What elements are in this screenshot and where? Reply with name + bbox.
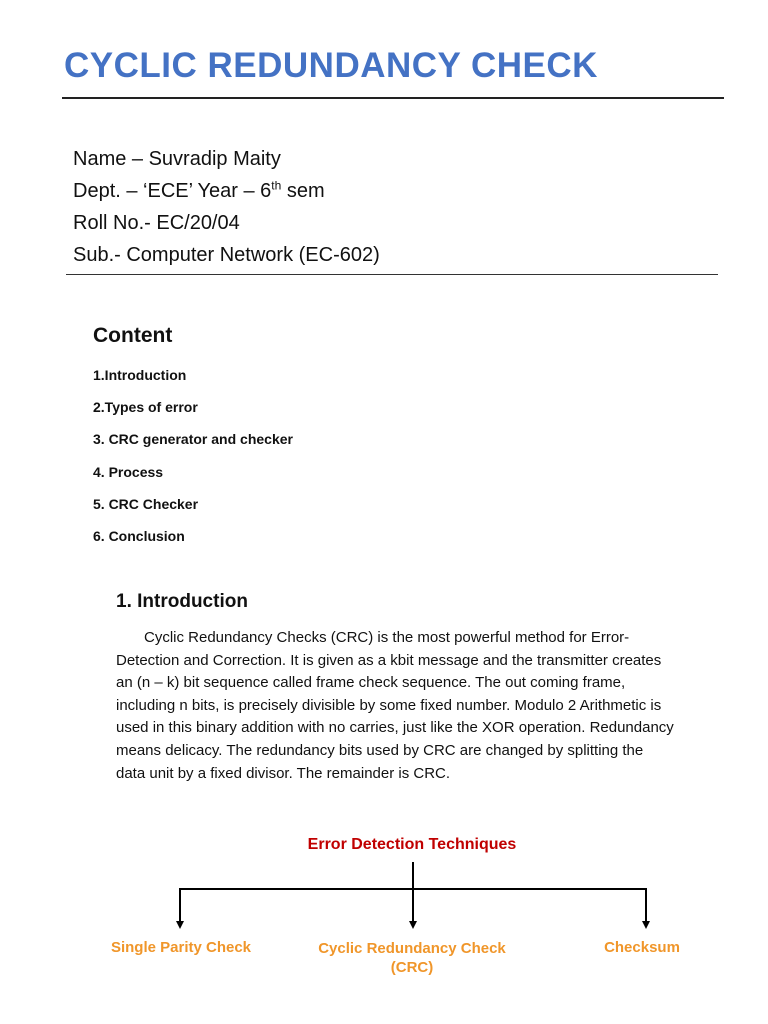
ordinal-suffix: th — [271, 178, 282, 193]
diagram-label-checksum: Checksum — [604, 939, 680, 956]
info-divider — [66, 274, 718, 275]
author-roll: Roll No.- EC/20/04 — [73, 212, 240, 234]
document-title: CYCLIC REDUNDANCY CHECK — [64, 46, 598, 85]
author-name: Name – Suvradip Maity — [73, 148, 281, 170]
toc-item: 6. Conclusion — [93, 527, 185, 544]
author-subject: Sub.- Computer Network (EC-602) — [73, 244, 380, 266]
toc-item: 2.Types of error — [93, 399, 198, 416]
title-divider — [62, 97, 724, 99]
toc-item: 4. Process — [93, 463, 164, 480]
author-info-block — [73, 143, 380, 271]
diagram-title: Error Detection Techniques — [307, 836, 517, 853]
diagram-label-crc: Cyclic Redundancy Check (CRC) — [318, 940, 506, 976]
semester-text: sem — [281, 180, 325, 202]
author-dept-year — [73, 175, 380, 207]
toc-item: 1.Introduction — [93, 367, 187, 383]
introduction-heading: 1. Introduction — [116, 591, 248, 612]
table-of-contents — [93, 365, 293, 558]
error-detection-tree-diagram — [0, 820, 768, 1020]
toc-item: 5. CRC Checker — [93, 495, 199, 512]
introduction-paragraph: Cyclic Redundancy Checks (CRC) is the most powerful method for Error-Detection and Correction. It is given as a kbit message and the transmitter creates an (n – k) bit sequence called frame check sequence. The out coming frame, including n bits, is precisely divisible by some fixed number. Modulo 2 Arithmetic is used in this binary addition with no carries, just like the XOR operation. Redundancy means delicacy. The redundancy bits used by CRC are changed by splitting the data unit by a fixed divisor. The remainder is CRC. — [116, 629, 674, 782]
toc-item: 3. CRC generator and checker — [93, 431, 293, 448]
contents-heading: Content — [93, 324, 173, 347]
dept-year-text: Dept. – ‘ECE’ Year – 6 — [73, 180, 272, 202]
diagram-label-single-parity: Single Parity Check — [110, 939, 252, 956]
